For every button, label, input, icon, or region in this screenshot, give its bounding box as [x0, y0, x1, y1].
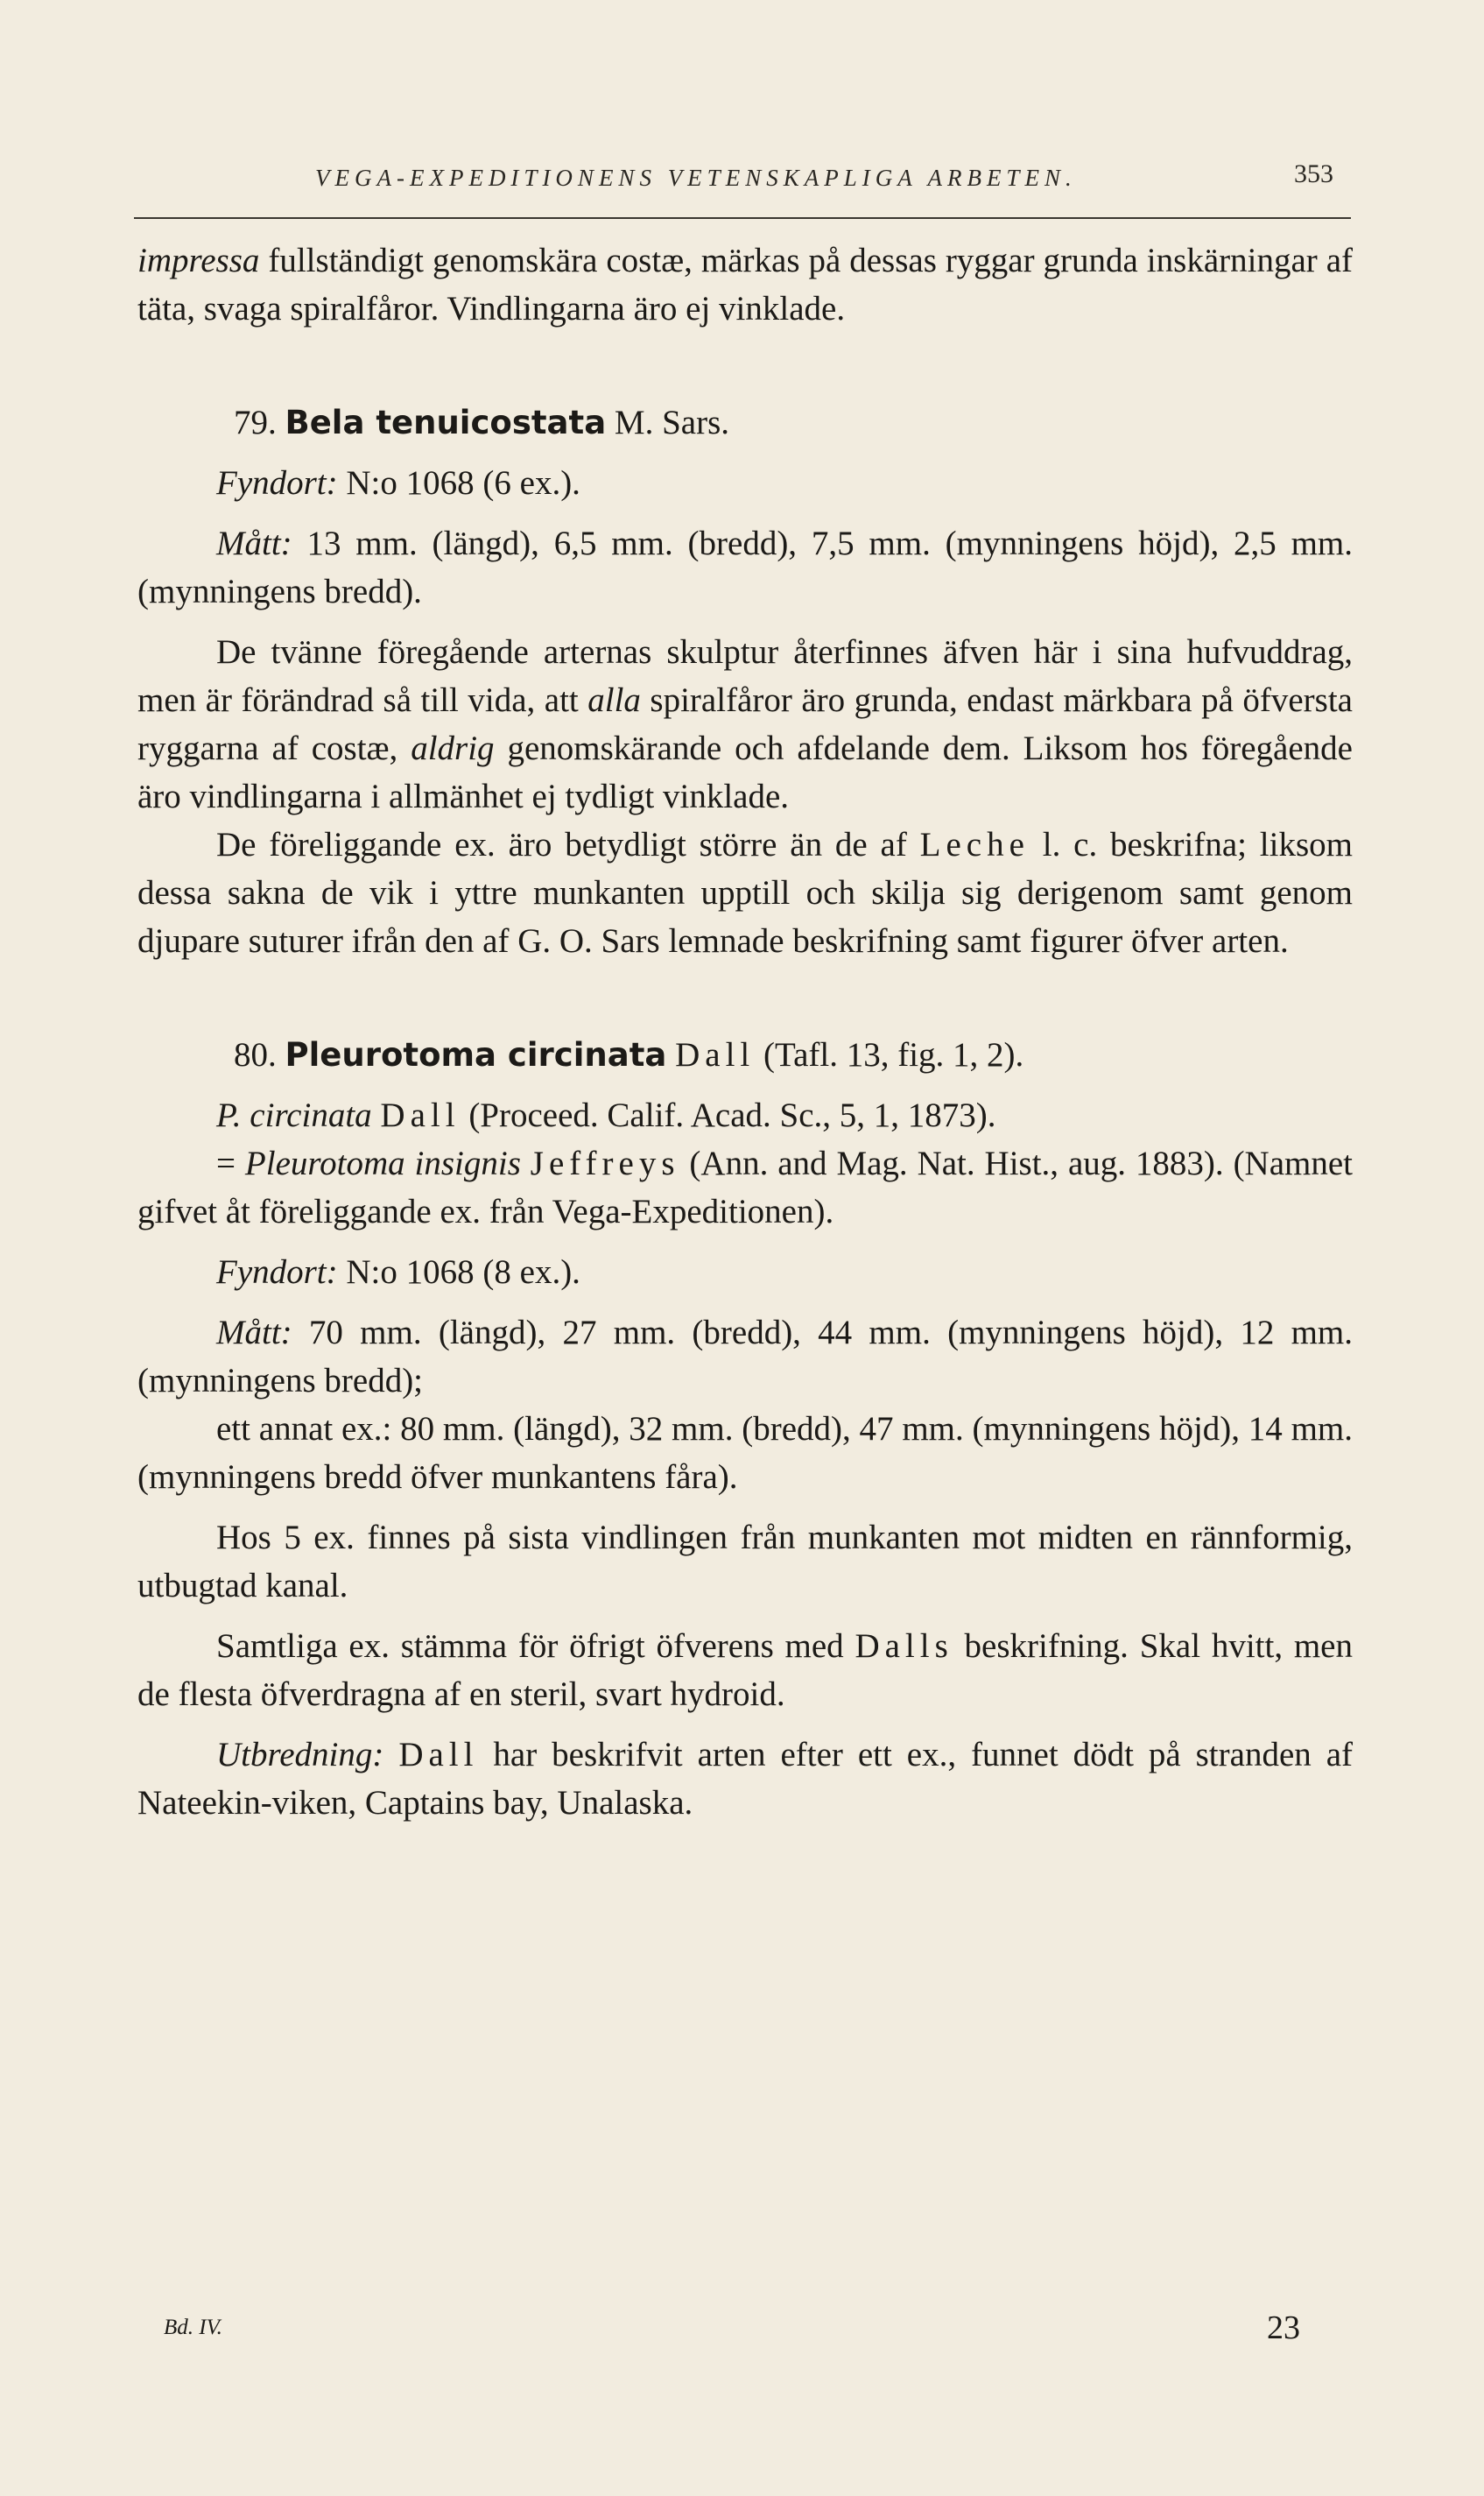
header-rule — [134, 217, 1351, 219]
signature-mark: 23 — [1267, 2309, 1300, 2346]
page-number: 353 — [1294, 159, 1333, 188]
species-80-name: Pleurotoma circinata — [285, 1036, 667, 1074]
text-run: genomskärande och afdelande dem. Liksom hos föregående äro vindlingarna i allmänhet ej tydligt vinklade. — [137, 730, 1353, 815]
species-80-measurements — [137, 1308, 1353, 1405]
text-run: De tvänne föregående arternas skulptur återfinnes äfven här i sina hufvuddrag, men är förändrad så till vida, att — [137, 633, 1353, 719]
species-80-measurements-2: ett annat ex.: 80 mm. (längd), 32 mm. (bredd), 47 mm. (mynningens höjd), 14 mm. (mynningens bredd öfver munkantens fåra). — [137, 1410, 1353, 1496]
synonym-name: Pleurotoma insignis — [244, 1145, 521, 1182]
text-run: Samtliga ex. stämma för öfrigt öfverens med — [216, 1627, 855, 1665]
species-80-locality-value: N:o 1068 (8 ex.). — [346, 1253, 580, 1291]
species-80-number: 80. — [234, 1036, 277, 1074]
running-title: VEGA-EXPEDITIONENS VETENSKAPLIGA ARBETEN. — [315, 165, 1077, 191]
continuation-text: fullständigt genomskära costæ, märkas på dessas ryggar grunda inskärningar af täta, svaga spiralfåror. Vindlingarna äro ej vinklade. — [137, 242, 1353, 328]
species-80-paragraph-canal: Hos 5 ex. finnes på sista vindlingen från munkanten mot midten en rännformig, utbugtad kanal. — [137, 1519, 1353, 1604]
continuation-term: impressa — [137, 242, 260, 279]
species-79-author: M. Sars. — [614, 404, 730, 441]
synonym-reference: (Proceed. Calif. Acad. Sc., 5, 1, 1873). — [468, 1096, 996, 1134]
author-dalls: Dalls — [855, 1627, 953, 1665]
equals-sign: = — [216, 1145, 236, 1182]
species-80-measurements-value: 70 mm. (längd), 27 mm. (bredd), 44 mm. (mynningens höjd), 12 mm. (mynningens bredd); — [137, 1314, 1354, 1400]
species-79-name: Bela tenuicostata — [285, 404, 607, 441]
species-79-paragraph-1 — [137, 628, 1353, 821]
species-80-synonym-1 — [137, 1091, 1353, 1139]
synonym-reference: (Ann. and Mag. Nat. Hist., aug. 1883). (Namnet gifvet åt föreliggande ex. från Vega-Expeditionen). — [137, 1145, 1354, 1230]
synonym-author: Jeffreys — [530, 1145, 680, 1182]
author-sars: G. O. Sars — [517, 922, 660, 960]
species-79-locality-label: Fyndort: — [216, 464, 338, 502]
text-run: lemnade beskrifning samt figurer öfver arten. — [659, 922, 1289, 960]
species-79-measurements — [137, 519, 1353, 616]
page-body — [137, 236, 1353, 1827]
species-80-measurements-label: Mått: — [216, 1314, 292, 1351]
text-run: har beskrifvit arten efter ett ex., funnet dödt på stranden af Nateekin-viken, Captains bay, Unalaska. — [137, 1736, 1353, 1822]
species-79-measurements-value: 13 mm. (längd), 6,5 mm. (bredd), 7,5 mm. (mynningens höjd), 2,5 mm. (mynningens bredd). — [137, 525, 1354, 610]
author-leche: Leche — [919, 826, 1030, 864]
continuation-paragraph — [137, 236, 1353, 333]
species-80-synonym-2 — [137, 1139, 1353, 1236]
synonym-name: P. circinata — [216, 1096, 372, 1134]
emphasis-aldrig: aldrig — [411, 730, 495, 767]
species-79-heading — [137, 398, 1353, 447]
text-run: beskrifning. Skal hvitt, men de flesta öfverdragna af en steril, svart hydroid. — [137, 1627, 1353, 1713]
species-79-measurements-label: Mått: — [216, 525, 292, 562]
species-80-distribution — [137, 1731, 1353, 1827]
species-79-locality-value: N:o 1068 (6 ex.). — [346, 464, 580, 502]
species-80-paragraph-agreement — [137, 1622, 1353, 1718]
text-run: De föreliggande ex. äro betydligt större än de af — [216, 826, 920, 864]
species-80-locality — [137, 1248, 1353, 1296]
species-80-plate-ref: (Tafl. 13, fig. 1, 2). — [763, 1036, 1024, 1074]
species-79-paragraph-2 — [137, 821, 1353, 965]
species-80-author: Dall — [675, 1036, 756, 1074]
species-80-locality-label: Fyndort: — [216, 1253, 338, 1291]
species-79-number: 79. — [234, 404, 277, 441]
volume-mark: Bd. IV. — [164, 2316, 222, 2339]
distribution-label: Utbredning: — [216, 1736, 384, 1773]
text-run: l. c. beskrifna; liksom dessa sakna de vik i yttre munkanten upptill och skilja sig derigenom samt genom djupare suturer ifrån den af — [137, 826, 1353, 960]
emphasis-alla: alla — [587, 681, 641, 719]
species-79-locality — [137, 459, 1353, 507]
author-dall: Dall — [398, 1736, 479, 1773]
text-run: spiralfåror äro grunda, endast märkbara på öfversta ryggarna af costæ, — [137, 681, 1353, 767]
synonym-author: Dall — [380, 1096, 461, 1134]
species-80-heading — [137, 1031, 1353, 1079]
